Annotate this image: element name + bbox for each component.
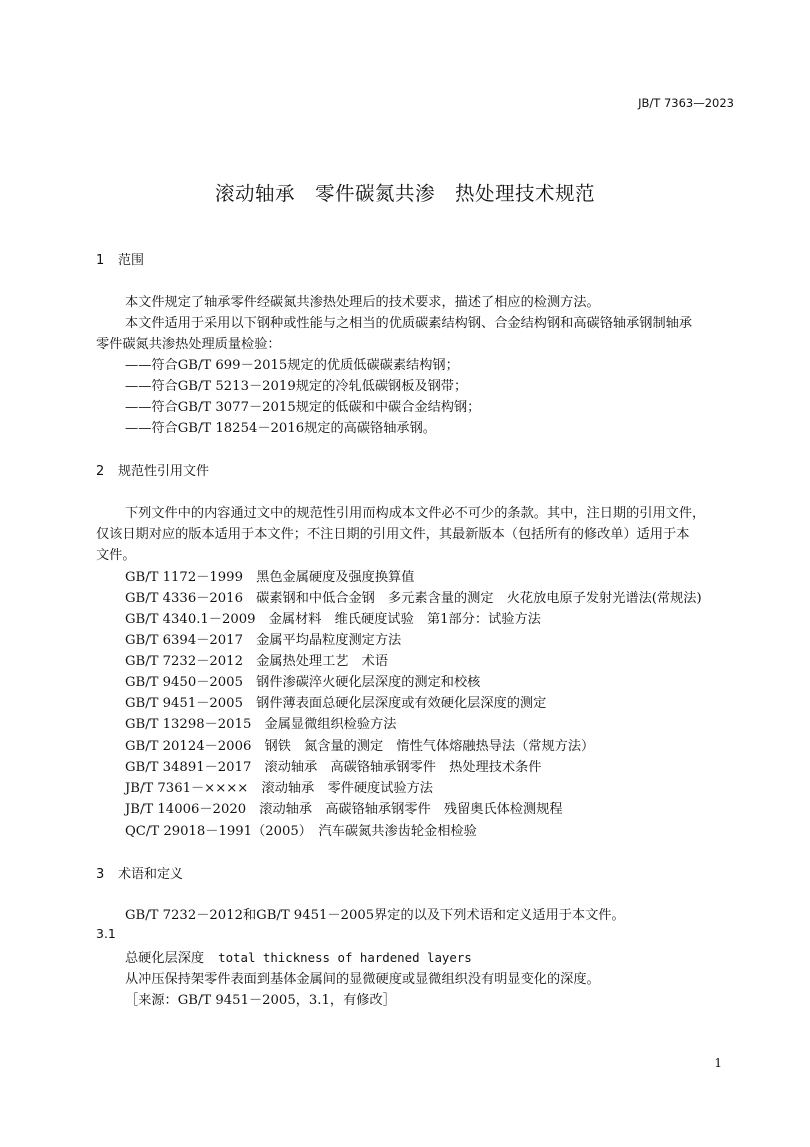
section-3-paragraph: GB/T 7232－2012和GB/T 9451－2005界定的以及下列术语和定义适用于本文件。 [125, 908, 625, 923]
reference-item: QC/T 29018－1991（2005） 汽车碳氮共渗齿轮金相检验 [125, 824, 477, 839]
reference-item: GB/T 9450－2005 钢件渗碳淬火硬化层深度的测定和校核 [125, 675, 481, 690]
list-item: ——符合GB/T 699－2015规定的优质低碳碳素结构钢； [125, 358, 459, 373]
section-1-heading [96, 249, 144, 268]
term-source: ［来源：GB/T 9451－2005，3.1，有修改］ [125, 993, 396, 1008]
section-1-paragraph-2-line-1: 本文件适用于采用以下钢种或性能与之相当的优质碳素结构钢、合金结构钢和高碳铬轴承钢制轴承 [125, 316, 693, 331]
term-chinese: 总硬化层深度 [125, 951, 205, 966]
section-1-paragraph-1: 本文件规定了轴承零件经碳氮共渗热处理后的技术要求，描述了相应的检测方法。 [125, 295, 600, 310]
document-number: JB/T 7363—2023 [638, 96, 734, 110]
section-2-paragraph-line-3: 文件。 [96, 548, 136, 563]
list-item: ——符合GB/T 5213－2019规定的冷轧低碳钢板及钢带； [125, 379, 468, 394]
reference-item: GB/T 9451－2005 钢件薄表面总硬化层深度或有效硬化层深度的测定 [125, 696, 547, 711]
section-number: 2 [96, 464, 105, 479]
document-title: 滚动轴承 零件碳氮共渗 热处理技术规范 [214, 182, 595, 205]
section-title: 规范性引用文件 [118, 464, 210, 479]
term-entry [125, 947, 472, 966]
list-item: ——符合GB/T 3077－2015规定的低碳和中碳合金结构钢； [125, 400, 481, 415]
section-2-paragraph-line-2: 仅该日期对应的版本适用于本文件；不注日期的引用文件，其最新版本（包括所有的修改单）适用于本 [96, 527, 690, 542]
term-english: total thickness of hardened layers [218, 950, 472, 965]
section-number: 3 [96, 867, 105, 882]
section-title: 范围 [118, 253, 145, 268]
page-number: 1 [714, 1056, 722, 1070]
section-2-heading [96, 460, 209, 479]
section-2-paragraph-line-1: 下列文件中的内容通过文中的规范性引用而构成本文件必不可少的条款。其中，注日期的引用文件， [125, 506, 706, 521]
list-item: ——符合GB/T 18254－2016规定的高碳铬轴承钢。 [125, 421, 436, 436]
section-title: 术语和定义 [118, 867, 184, 882]
section-1-paragraph-2-line-2: 零件碳氮共渗热处理质量检验： [96, 337, 281, 352]
reference-item: GB/T 13298－2015 金属显微组织检验方法 [125, 717, 397, 732]
section-number: 1 [96, 253, 105, 268]
reference-item: JB/T 14006－2020 滚动轴承 高碳铬轴承钢零件 残留奥氏体检测规程 [125, 802, 563, 817]
term-definition: 从冲压保持架零件表面到基体金属间的显微硬度或显微组织没有明显变化的深度。 [125, 972, 600, 987]
reference-item: GB/T 6394－2017 金属平均晶粒度测定方法 [125, 633, 402, 648]
reference-item: GB/T 4340.1－2009 金属材料 维氏硬度试验 第1部分：试验方法 [125, 612, 541, 627]
reference-item: GB/T 20124－2006 钢铁 氮含量的测定 惰性气体熔融热导法（常规方法） [125, 739, 595, 754]
reference-item: GB/T 4336－2016 碳素钢和中低合金钢 多元素含量的测定 火花放电原子发射光谱法(常规法) [125, 591, 702, 606]
reference-item: GB/T 34891－2017 滚动轴承 高碳铬轴承钢零件 热处理技术条件 [125, 760, 542, 775]
section-3-heading [96, 863, 183, 882]
reference-item: JB/T 7361－×××× 滚动轴承 零件硬度试验方法 [125, 781, 433, 796]
term-number: 3.1 [96, 926, 116, 941]
reference-item: GB/T 7232－2012 金属热处理工艺 术语 [125, 654, 389, 669]
reference-item: GB/T 1172－1999 黑色金属硬度及强度换算值 [125, 570, 415, 585]
